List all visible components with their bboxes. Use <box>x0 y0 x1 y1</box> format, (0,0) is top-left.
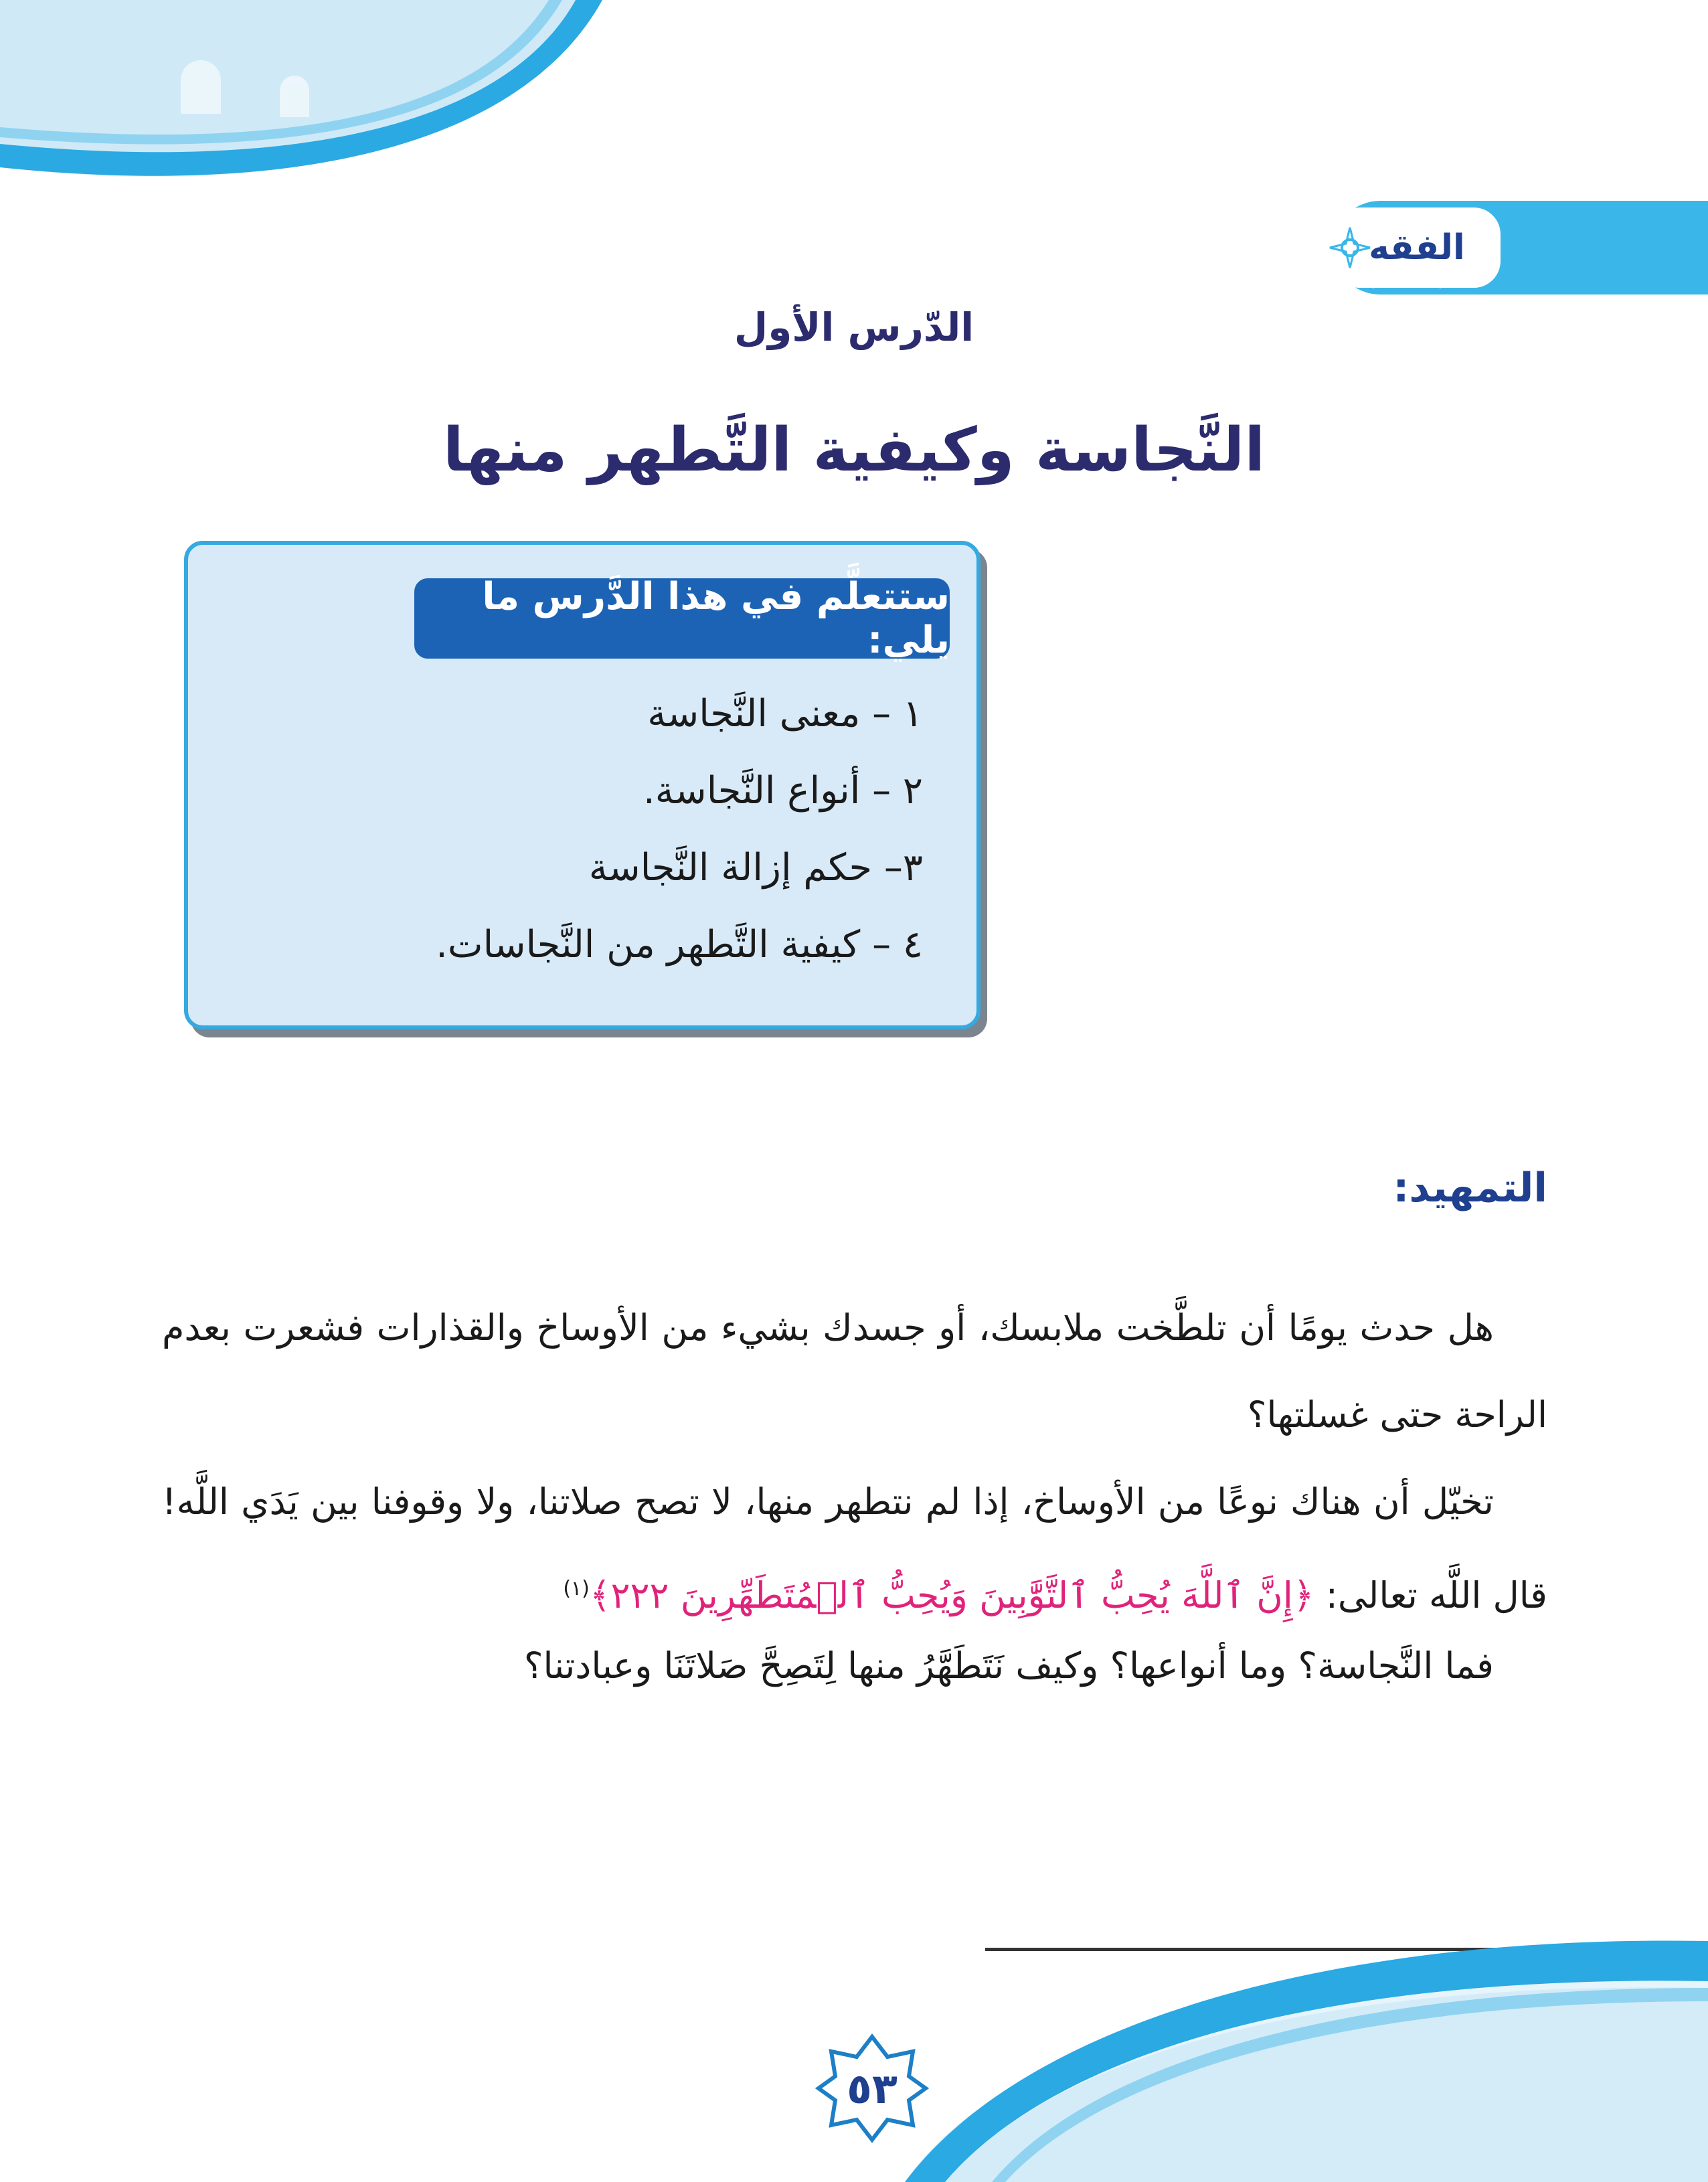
subject-tab <box>1333 201 1708 295</box>
objectives-box <box>184 541 980 1029</box>
subject-label: الفقه <box>1333 207 1501 288</box>
paragraph-text: تخيّل أن هناك نوعًا من الأوساخ، إذا لم نتطهر منها، لا تصح صلاتنا، ولا وقوفنا بين يَدَي اللَّه! قال اللَّه تعالى: <box>162 1481 1547 1616</box>
objective-item: ٤ – كيفية التَّطهر من النَّجاسات. <box>436 923 923 967</box>
intro-heading: التمهيد: <box>1393 1165 1547 1211</box>
objective-item: ٢ – أنواع النَّجاسة. <box>643 769 923 813</box>
intro-paragraph: فما النَّجاسة؟ وما أنواعها؟ وكيف نَتَطَهَّرُ منها لِتَصِحَّ صَلاتَنَا وعبادتنا؟ <box>523 1645 1494 1687</box>
bottom-corner-decoration <box>905 1914 1708 2182</box>
top-corner-decoration <box>0 0 602 201</box>
objectives-heading: ستتعلَّم في هذا الدَّرس ما يلي: <box>414 578 950 659</box>
intro-paragraph: هل حدث يومًا أن تلطَّخت ملابسك، أو جسدك بشيء من الأوساخ والقذارات فشعرت بعدم الراحة حتى غسلتها؟ <box>162 1307 1547 1436</box>
page-number: ٥٣ <box>847 2064 898 2113</box>
ornament-icon <box>1327 224 1373 271</box>
quran-verse: ﴿إِنَّ ٱللَّهَ يُحِبُّ ٱلتَّوَّٰبِينَ وَيُحِبُّ ٱلۡمُتَطَهِّرِينَ ٢٢٢﴾ <box>589 1574 1314 1616</box>
lesson-title: النَّجاسة وكيفية التَّطهر منها <box>442 415 1266 485</box>
intro-paragraph <box>162 1458 1547 1639</box>
lesson-number: الدّرس الأول <box>734 305 974 350</box>
objectives-list <box>436 675 923 983</box>
objective-item: ٣– حكم إزالة النَّجاسة <box>588 846 923 890</box>
footnote-reference[interactable]: (١) <box>563 1577 590 1600</box>
objective-item: ١ – معنى النَّجاسة <box>647 692 923 736</box>
